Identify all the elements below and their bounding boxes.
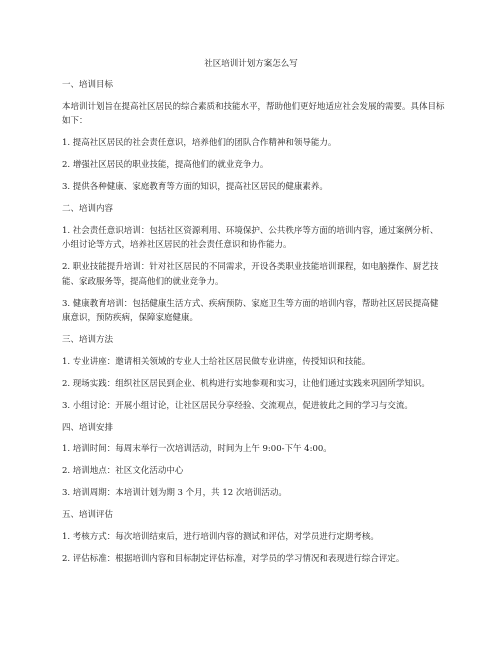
section-heading-goals: 一、培训目标 [62,80,114,90]
methods-item-1: 1. 专业讲座：邀请相关领域的专业人士给社区居民做专业讲座，传授知识和技能。 [62,356,371,367]
section-heading-content: 二、培训内容 [62,204,114,214]
content-item-2: 2. 职业技能提升培训：针对社区居民的不同需求，开设各类职业技能培训课程，如电脑操作、厨艺技能、家政服务等，提高他们的就业竞争力。 [62,262,439,287]
methods-item-3: 3. 小组讨论：开展小组讨论，让社区居民分享经验、交流观点，促进彼此之间的学习与交流。 [62,400,413,411]
goals-item-1: 1. 提高社区居民的社会责任意识，培养他们的团队合作精神和领导能力。 [62,138,337,148]
goals-item-3: 3. 提供各种健康、家庭教育等方面的知识，提高社区居民的健康素养。 [62,182,328,192]
section-heading-evaluation: 五、培训评估 [62,510,114,520]
section-heading-methods: 三、培训方法 [62,335,114,345]
section-heading-schedule: 四、培训安排 [62,422,114,433]
goals-intro-paragraph: 本培训计划旨在提高社区居民的综合素质和技能水平，帮助他们更好地适应社会发展的需要。具体目标如下： [62,101,445,126]
evaluation-item-2: 2. 评估标准：根据培训内容和目标制定评估标准，对学员的学习情况和表现进行综合评定。 [62,553,405,564]
evaluation-item-1: 1. 考核方式：每次培训结束后，进行培训内容的测试和评估，对学员进行定期考核。 [62,531,379,542]
schedule-item-1: 1. 培训时间：每周末举行一次培训活动，时间为上午 9:00-下午 4:00。 [62,444,332,454]
document-title: 社区培训计划方案怎么写 [204,59,298,69]
schedule-item-3: 3. 培训周期：本培训计划为期 3 个月，共 12 次培训活动。 [62,488,287,498]
methods-item-2: 2. 现场实践：组织社区居民到企业、机构进行实地参观和实习，让他们通过实践来巩固所学知识。 [62,378,430,389]
content-item-3: 3. 健康教育培训：包括健康生活方式、疾病预防、家庭卫生等方面的培训内容，帮助社区居民提高健康意识，预防疾病，保障家庭健康。 [62,298,439,323]
document-body [62,78,446,574]
goals-item-2: 2. 增强社区居民的职业技能，提高他们的就业竞争力。 [62,160,269,170]
content-item-1: 1. 社会责任意识培训：包括社区资源利用、环境保护、公共秩序等方面的培训内容，通过案例分析、小组讨论等方式，培养社区居民的社会责任意识和协作能力。 [62,225,439,250]
schedule-item-2: 2. 培训地点：社区文化活动中心 [62,466,184,476]
